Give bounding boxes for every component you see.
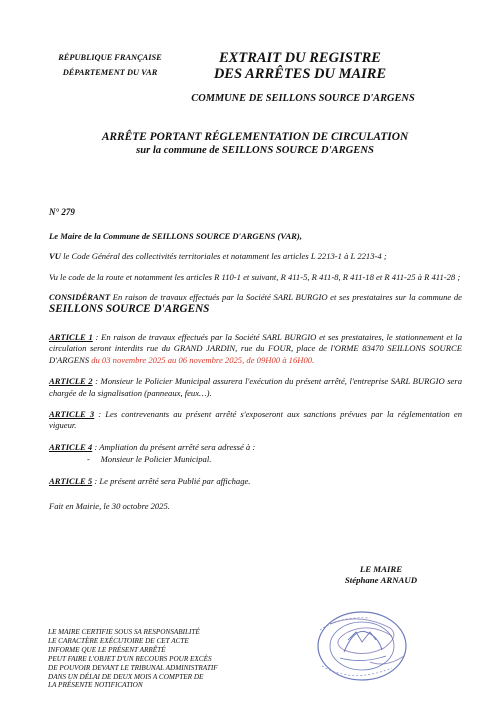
signature-title: LE MAIRE [359,564,403,574]
republic-label: RÉPUBLIQUE FRANÇAISE [58,53,162,62]
article-4-label: ARTICLE 4 [49,441,93,452]
vu-label: VU [49,251,61,262]
vu-paragraph-2: Vu le code de la route et notamment les articles R 110-1 et suivant, R 411-5, R 411-8, R 411-18 et R 411-25 à R 411-28 ; [49,271,461,282]
article-1-dates: du 03 novembre 2025 au 06 novembre 2025, de 09H00 à 16H00. [91,354,315,365]
article-2-text: : Monsieur le Policier Municipal assurera l'exécution du présent arrêté, l'entreprise SARL BURGIO sera chargée de la signalisation (panneaux, feux…). [49,376,462,398]
legal-notice-line: LE CARACTÈRE EXÉCUTOIRE DE CET ACTE [48,636,189,645]
legal-notice-line: LE MAIRE CERTIFIE SOUS SA RESPONSABILITÉ [48,628,200,636]
article-5 [49,476,462,487]
article-3-label: ARTICLE 3 [49,409,95,420]
header-right [200,50,400,82]
article-3-text: : Les contrevenants au présent arrêté s'exposeront aux sanctions prévues par la réglementation en vigueur. [49,409,463,431]
legal-notice-line: DE POUVOIR DEVANT LE TRIBUNAL ADMINISTRATIF [48,663,218,672]
signature-block [316,564,446,586]
mayor-intro [49,231,462,242]
official-stamp [300,600,430,685]
considerant-commune: SEILLONS SOURCE D'ARGENS [49,302,210,315]
commune-heading: COMMUNE DE SEILLONS SOURCE D'ARGENS [191,93,415,104]
list-bullet: - [87,454,90,465]
decree-number: N° 279 [49,207,75,217]
article-2-label: ARTICLE 2 [49,376,93,387]
article-4-text: : Ampliation du présent arrêté sera adressé à : [92,441,256,452]
article-4 [49,442,462,453]
article-4-recipient-text: Monsieur le Policier Municipal. [100,454,212,465]
decree-title-line1: ARRÊTE PORTANT RÉGLEMENTATION DE CIRCULATION [101,131,409,143]
signature-name: Stéphane ARNAUD [344,575,418,585]
article-5-text: : Le présent arrêté sera Publié par affichage. [92,475,251,486]
closing-line: Fait en Mairie, le 30 octobre 2025. [49,501,170,512]
article-5-label: ARTICLE 5 [49,475,93,486]
article-1-label: ARTICLE 1 [49,332,93,343]
header-left [40,53,180,77]
considerant-label: CONSIDÉRANT [49,292,111,303]
vu-paragraph-1 [49,251,462,262]
article-4-recipient [49,454,462,465]
considerant-paragraph [49,292,462,315]
legal-notice [48,628,278,690]
register-title-line2: DES ARRÊTES DU MAIRE [213,66,387,82]
legal-notice-line: PEUT FAIRE L'OBJET D'UN RECOURS POUR EXCÈS [48,654,212,663]
article-2 [49,376,462,399]
article-1-text: : En raison de travaux effectués par la Société SARL BURGIO et ses prestataires, le stationnement et la circulation seront interdits rue du GRAND JARDIN, rue du FOUR, place de l'ORME 83470 SEILLONS SOURCE D'ARGENS [49,332,462,365]
mayor-intro-prefix: Le Maire de la Commune de [49,231,153,241]
decree-title [60,131,450,157]
document-body [49,231,462,513]
stamp-graphic [300,600,430,685]
decree-title-line2: sur la commune de SEILLONS SOURCE D'ARGENS [136,145,374,156]
article-3 [49,409,462,432]
legal-notice-line: LA PRÉSENTE NOTIFICATION [48,681,143,690]
legal-notice-line: INFORME QUE LE PRÉSENT ARRÊTÉ [48,645,166,654]
considerant-text: En raison de travaux effectués par la Société SARL BURGIO et ses prestataires sur la commune de [110,292,462,303]
register-title-line1: EXTRAIT DU REGISTRE [219,50,381,66]
legal-notice-line: DANS UN DÉLAI DE DEUX MOIS A COMPTER DE [48,672,204,681]
article-1 [49,332,462,366]
vu-text-1: le Code Général des collectivités territoriales et notamment les articles L 2213-1 à L 2213-4 ; [60,251,387,262]
mayor-intro-commune: SEILLONS SOURCE D'ARGENS (VAR), [152,231,302,241]
department-label: DÉPARTEMENT DU VAR [62,68,158,77]
